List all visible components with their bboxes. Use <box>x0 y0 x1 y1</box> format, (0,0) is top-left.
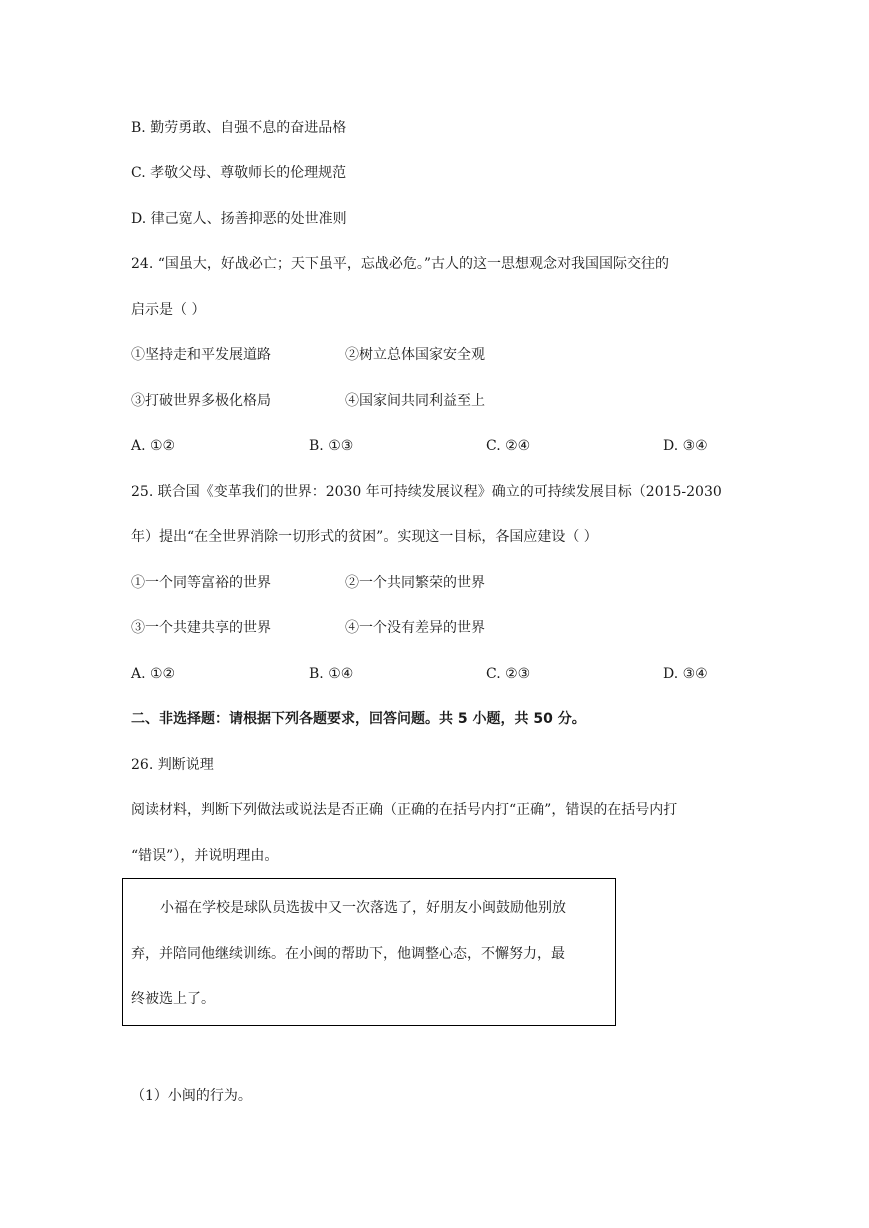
q25-stem-line-2: 年）提出“在全世界消除一切形式的贫困”。实现这一目标，各国应建设（ ） <box>131 529 598 545</box>
material-line-3: 终被选上了。 <box>131 991 215 1007</box>
q25-stem-line-1: 25. 联合国《变革我们的世界：2030 年可持续发展议程》确立的可持续发展目标（2015-2030 <box>131 484 722 500</box>
q24-option-b: B. ①③ <box>309 438 354 454</box>
q25-item-1: ①一个同等富裕的世界 <box>131 575 271 591</box>
q24-item-4: ④国家间共同利益至上 <box>345 393 485 409</box>
section-2-heading: 二、非选择题：请根据下列各题要求，回答问题。共 5 小题，共 50 分。 <box>131 711 586 727</box>
material-line-1: 小福在学校是球队员选拔中又一次落选了，好朋友小闽鼓励他别放 <box>160 900 566 916</box>
q23-option-d: D. 律己宽人、扬善抑恶的处世准则 <box>131 211 347 227</box>
q24-option-c: C. ②④ <box>486 438 531 454</box>
q25-item-4: ④一个没有差异的世界 <box>345 620 485 636</box>
q26-title: 26. 判断说理 <box>131 757 214 773</box>
q24-stem-line-2: 启示是（ ） <box>131 302 206 318</box>
q24-item-2: ②树立总体国家安全观 <box>345 347 485 363</box>
q25-option-c: C. ②③ <box>486 666 531 682</box>
q25-item-3: ③一个共建共享的世界 <box>131 620 271 636</box>
material-line-2: 弃，并陪同他继续训练。在小闽的帮助下，他调整心态，不懈努力，最 <box>131 946 565 962</box>
q26-instruction-line-2: “错误”），并说明理由。 <box>131 848 279 864</box>
q25-option-b: B. ①④ <box>309 666 354 682</box>
q24-option-a: A. ①② <box>131 438 176 454</box>
q26-subquestion-1: （1）小闽的行为。 <box>131 1088 252 1104</box>
q25-item-2: ②一个共同繁荣的世界 <box>345 575 485 591</box>
q24-item-3: ③打破世界多极化格局 <box>131 393 271 409</box>
q24-option-d: D. ③④ <box>663 438 708 454</box>
q23-option-c: C. 孝敬父母、尊敬师长的伦理规范 <box>131 165 347 181</box>
q24-item-1: ①坚持走和平发展道路 <box>131 347 271 363</box>
q24-stem-line-1: 24. “国虽大，好战必亡；天下虽平，忘战必危。”古人的这一思想观念对我国国际交往的 <box>131 256 670 272</box>
q25-option-a: A. ①② <box>131 666 176 682</box>
q25-option-d: D. ③④ <box>663 666 708 682</box>
q26-instruction-line-1: 阅读材料，判断下列做法或说法是否正确（正确的在括号内打“正确”，错误的在括号内打 <box>131 802 678 818</box>
q23-option-b: B. 勤劳勇敢、自强不息的奋进品格 <box>131 120 347 136</box>
